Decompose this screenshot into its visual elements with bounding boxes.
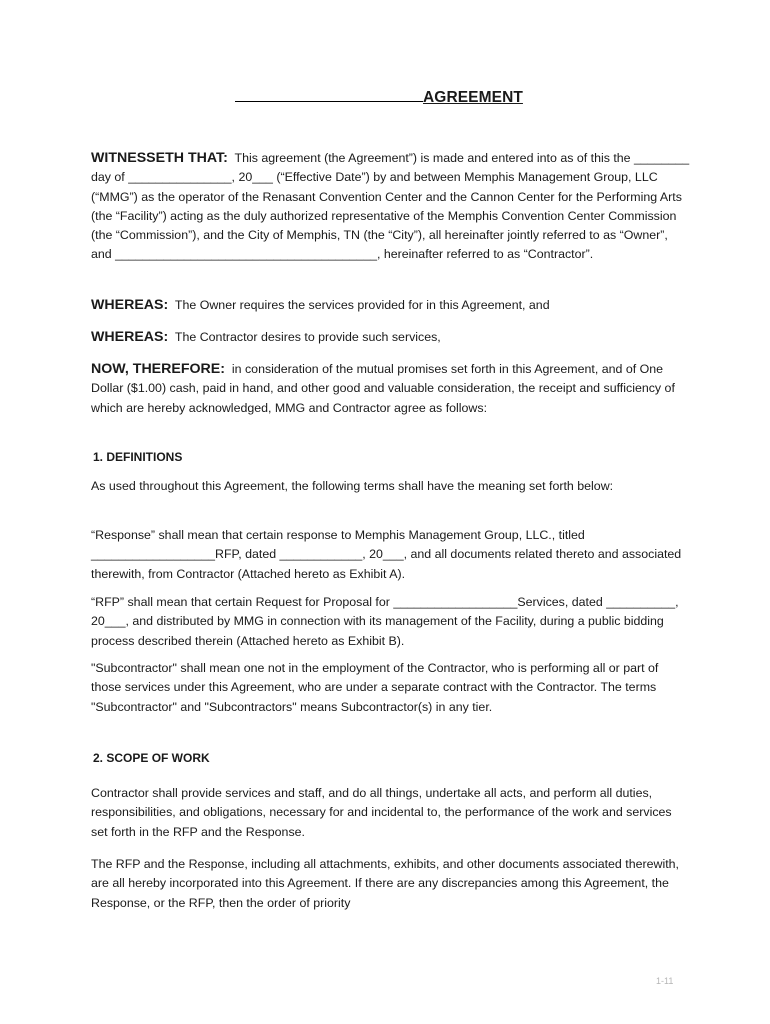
whereas-paragraph-2 xyxy=(91,328,691,347)
section-1-heading: 1. DEFINITIONS xyxy=(93,450,183,464)
page-number: 1-11 xyxy=(656,976,674,986)
witnesseth-text: This agreement (the Agreement”) is made and entered into as of this the ________ day of _______________, 20___ (“Effective Date”) by and between Memphis Management Group, LLC (“MMG”) as the operator of the Renasant Convention Center and the Cannon Center for the Performing Arts (the “Facility”) acting as the duly authorized representative of the Memphis Convention Center Commission (the “Commission”), and the City of Memphis, TN (the “City”), all hereinafter jointly referred to as “Owner”, and ______________________________________, hereinafter referred to as “Contractor”. xyxy=(91,151,690,262)
scope-paragraph-2: The RFP and the Response, including all attachments, exhibits, and other documents associated therewith, are all hereby incorporated into this Agreement. If there are any discrepancies among this Agreement, the Response, or the RFP, then the order of priority xyxy=(91,857,679,910)
definitions-intro: As used throughout this Agreement, the following terms shall have the meaning set forth below: xyxy=(91,479,614,493)
definition-response: “Response” shall mean that certain response to Memphis Management Group, LLC., titled __________________RFP, dated ____________, 20___, and all documents related thereto and associated therewith, from Contractor (Attached hereto as Exhibit A). xyxy=(91,528,682,581)
whereas-text-1: The Owner requires the services provided for in this Agreement, and xyxy=(174,298,550,312)
section-2-heading: 2. SCOPE OF WORK xyxy=(93,751,210,765)
whereas-text-2: The Contractor desires to provide such services, xyxy=(174,330,441,344)
whereas-lead-1: WHEREAS: xyxy=(91,297,169,313)
whereas-paragraph-1 xyxy=(91,296,691,315)
definition-rfp: “RFP” shall mean that certain Request for Proposal for __________________Services, dated __________, 20___, and distributed by MMG in connection with its management of the Facility, during a public bidding process described therein (Attached hereto as Exhibit B). xyxy=(91,595,679,648)
now-therefore-text: in consideration of the mutual promises set forth in this Agreement, and of One Dollar ($1.00) cash, paid in hand, and other good and valuable consideration, the receipt and sufficiency of which are hereby acknowledged, MMG and Contractor agree as follows: xyxy=(91,362,675,415)
document-title xyxy=(235,88,523,107)
title-word: AGREEMENT xyxy=(423,89,523,106)
witnesseth-lead: WITNESSETH THAT: xyxy=(91,150,228,166)
definition-subcontractor: "Subcontractor" shall mean one not in the employment of the Contractor, who is performing all or part of those services under this Agreement, who are under a separate contract with the Contractor. The terms "Subcontractor" and "Subcontractors" means Subcontractor(s) in any tier. xyxy=(91,661,659,714)
scope-paragraph-1: Contractor shall provide services and staff, and do all things, undertake all acts, and perform all duties, responsibilities, and obligations, necessary for and incidental to, the performance of the work and services set forth in the RFP and the Response. xyxy=(91,786,672,839)
whereas-lead-2: WHEREAS: xyxy=(91,329,169,345)
now-therefore-lead: NOW, THEREFORE: xyxy=(91,361,225,377)
witnesseth-paragraph xyxy=(91,149,691,265)
now-therefore-paragraph xyxy=(91,360,691,418)
title-blank-line xyxy=(235,88,423,102)
